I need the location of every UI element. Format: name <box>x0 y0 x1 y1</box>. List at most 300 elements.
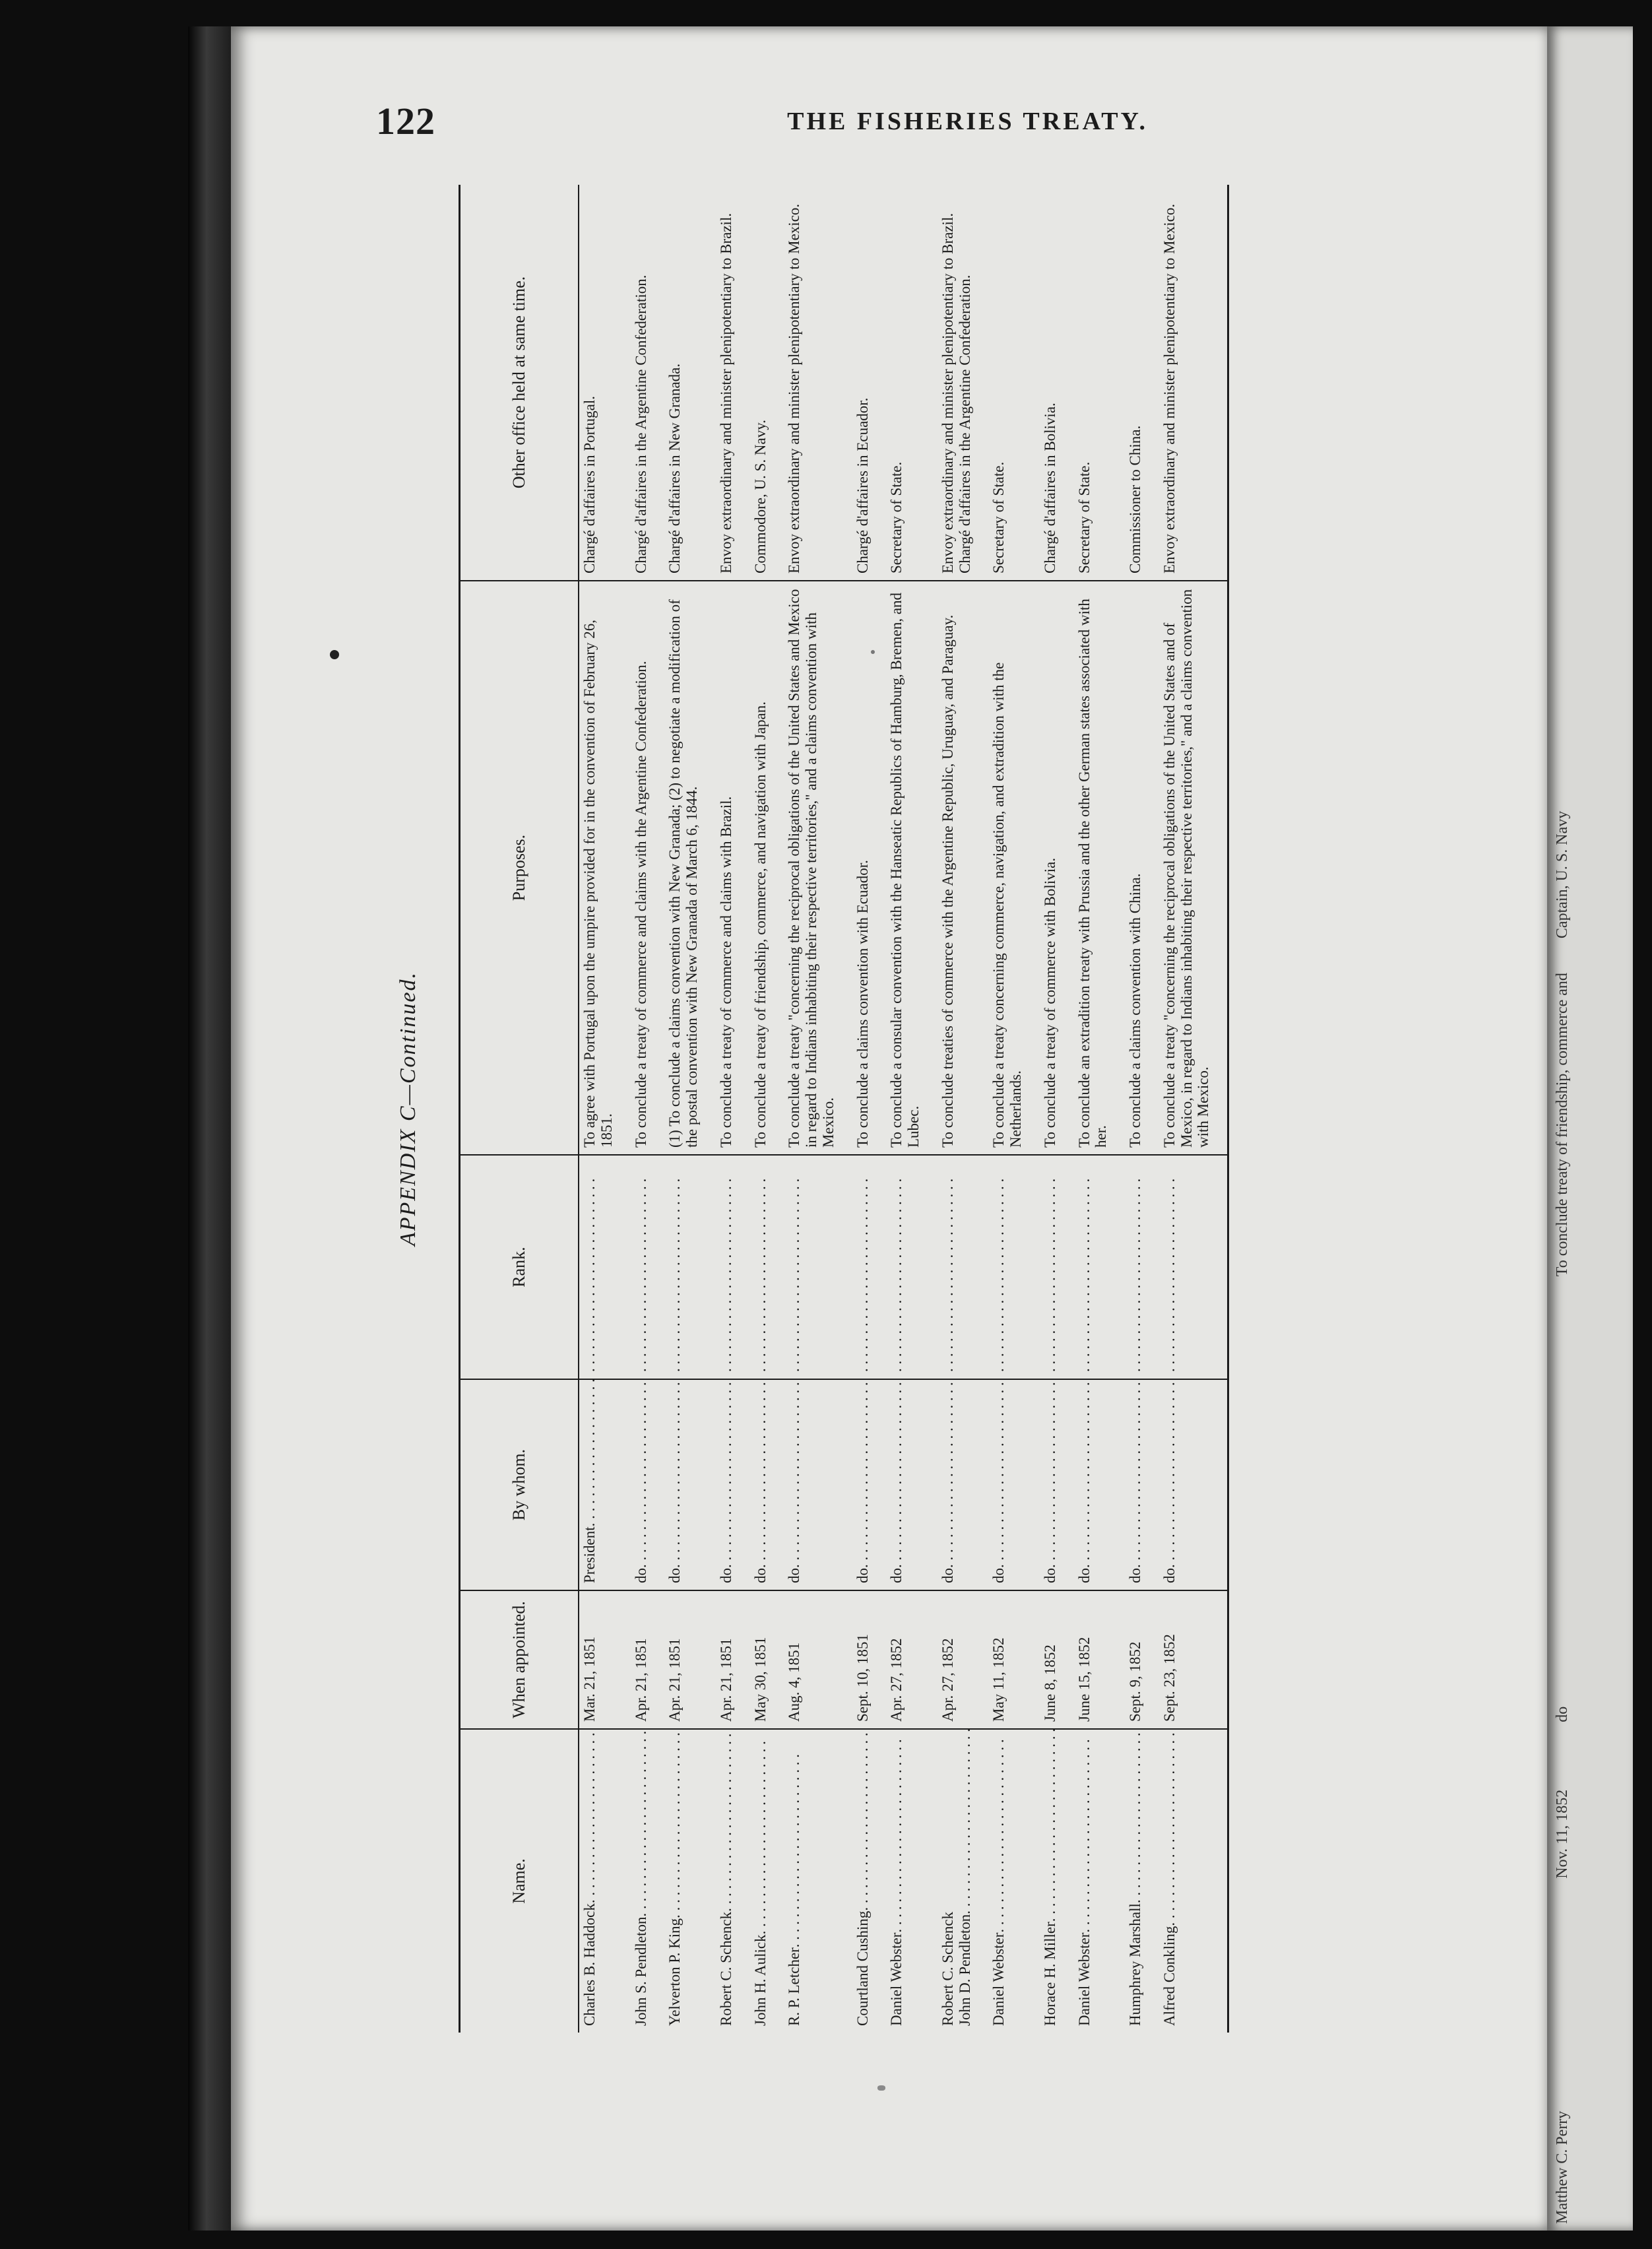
dot-leader <box>939 1379 957 1568</box>
row-spacer-cell <box>737 185 750 581</box>
row-spacer-cell <box>1146 1155 1159 1379</box>
row-spacer-cell <box>1214 1729 1228 2033</box>
row-when <box>750 1590 771 1729</box>
row-by-whom <box>750 1379 771 1590</box>
row-spacer-cell <box>975 581 988 1155</box>
row-name-text-second: John D. Pendleton <box>956 1914 973 2026</box>
row-spacer-cell <box>839 581 852 1155</box>
row-other-office <box>664 185 703 581</box>
col-header-rank: Rank. <box>460 1155 579 1379</box>
next-page-edge <box>1547 26 1633 2231</box>
row-spacer <box>737 185 750 2033</box>
row-name <box>664 1729 703 2033</box>
row-purpose <box>631 581 652 1155</box>
dot-leader <box>786 1749 803 1947</box>
row-spacer-cell <box>1214 1155 1228 1379</box>
row-when <box>852 1590 874 1729</box>
table-row <box>631 185 652 2033</box>
row-purpose-text: To conclude a treaty "concerning the reciprocal obligations of the United States and of Mexico, in regard to Indians inhabiting their respective territories," and a claims convention with Mexico. <box>1160 589 1212 1148</box>
row-spacer-cell <box>1061 1729 1074 2033</box>
row-spacer-cell <box>771 1729 784 2033</box>
row-other-office <box>1040 185 1061 581</box>
row-when-text: Sept. 10, 1851 <box>854 1634 871 1722</box>
row-other-office <box>937 185 976 581</box>
row-when <box>937 1590 976 1729</box>
row-rank <box>852 1155 874 1379</box>
row-other-office <box>784 185 839 581</box>
row-purpose-text: To conclude a claims convention with China. <box>1127 873 1143 1148</box>
row-rank <box>1040 1155 1061 1379</box>
row-rank <box>716 1155 737 1379</box>
row-spacer-cell <box>1112 185 1125 581</box>
table-row <box>1159 185 1214 2033</box>
row-purpose-text: To conclude a claims convention with Ecuador. <box>854 860 871 1148</box>
row-other-office <box>750 185 771 581</box>
row-other-office <box>852 185 874 581</box>
row-spacer-cell <box>975 185 988 581</box>
row-purpose <box>1040 581 1061 1155</box>
row-purpose-text: To conclude a treaty of commerce with Bolivia. <box>1041 857 1058 1148</box>
row-other-office <box>579 185 618 581</box>
dot-leader <box>1127 1174 1144 1372</box>
row-spacer <box>873 185 886 2033</box>
row-spacer-cell <box>651 185 664 581</box>
row-by-whom <box>1125 1379 1146 1590</box>
row-name-text: Daniel Webster <box>888 1932 905 2026</box>
row-spacer-cell <box>1214 185 1228 581</box>
dot-leader <box>718 1174 735 1372</box>
dot-leader <box>888 1379 905 1568</box>
row-spacer-cell <box>873 1155 886 1379</box>
row-purpose <box>852 581 874 1155</box>
row-spacer-cell <box>924 1155 937 1379</box>
table-row <box>1074 185 1112 2033</box>
row-when <box>664 1590 703 1729</box>
row-spacer-cell <box>873 1379 886 1590</box>
row-purpose <box>750 581 771 1155</box>
row-rank <box>937 1155 976 1379</box>
dot-leader <box>1127 1379 1144 1568</box>
row-name <box>1074 1729 1112 2033</box>
row-purpose-text: To conclude a treaty of friendship, commerce, and navigation with Japan. <box>751 701 769 1148</box>
dot-leader <box>752 1736 769 1934</box>
row-spacer-cell <box>1146 1729 1159 2033</box>
row-by-whom-text: do <box>666 1568 683 1583</box>
row-spacer-cell <box>839 1590 852 1729</box>
paper-mark <box>877 2085 885 2091</box>
row-name-text: Charles B. Haddock <box>581 1903 598 2026</box>
row-by-whom <box>716 1379 737 1590</box>
book-spine <box>188 26 234 2231</box>
row-by-whom <box>664 1379 703 1590</box>
row-spacer-cell <box>839 1729 852 2033</box>
row-spacer-cell <box>873 1590 886 1729</box>
row-when <box>1074 1590 1112 1729</box>
row-by-whom <box>852 1379 874 1590</box>
row-spacer-cell <box>1061 1379 1074 1590</box>
row-when-text: Apr. 27, 1852 <box>939 1638 956 1722</box>
row-when-text: May 11, 1852 <box>990 1637 1007 1722</box>
row-purpose-text: (1) To conclude a claims convention with New Granada; (2) to negotiate a modification of the postal convention with New Granada of March 6, 1844. <box>666 599 700 1148</box>
row-rank <box>664 1155 703 1379</box>
row-when-text: Mar. 21, 1851 <box>581 1636 598 1722</box>
row-other-office <box>631 185 652 581</box>
row-purpose-text: To conclude a treaty of commerce and claims with Brazil. <box>717 796 734 1148</box>
row-name-text: Daniel Webster <box>990 1932 1007 2026</box>
row-spacer-cell <box>1061 1155 1074 1379</box>
row-when-text: Apr. 21, 1851 <box>666 1638 683 1722</box>
row-spacer-cell <box>873 185 886 581</box>
dot-leader <box>990 1379 1007 1568</box>
row-purpose <box>1074 581 1112 1155</box>
row-spacer-cell <box>1027 1729 1040 2033</box>
row-spacer-cell <box>1214 581 1228 1155</box>
row-spacer-cell <box>1027 185 1040 581</box>
row-by-whom-text: do <box>1041 1568 1058 1583</box>
dot-leader <box>854 1379 872 1568</box>
row-spacer-cell <box>737 1379 750 1590</box>
row-spacer <box>703 185 716 2033</box>
table-row <box>852 185 874 2033</box>
dot-leader <box>1076 1174 1093 1372</box>
table-row <box>1040 185 1061 2033</box>
row-purpose <box>716 581 737 1155</box>
row-spacer-cell <box>737 581 750 1155</box>
row-other-office-text: Secretary of State. <box>1075 461 1093 573</box>
row-other-office-text: Chargé d'affaires in the Argentine Confederation. <box>632 275 649 573</box>
row-by-whom <box>886 1379 924 1590</box>
row-spacer-cell <box>618 1379 631 1590</box>
row-other-office <box>1125 185 1146 581</box>
col-header-purposes: Purposes. <box>460 581 579 1155</box>
row-spacer-cell <box>924 581 937 1155</box>
dot-leader <box>1161 1729 1178 1926</box>
dot-leader <box>666 1729 683 1918</box>
row-when <box>1040 1590 1061 1729</box>
row-rank <box>1074 1155 1112 1379</box>
row-name <box>1159 1729 1214 2033</box>
dot-leader <box>752 1174 769 1372</box>
row-spacer-cell <box>771 1590 784 1729</box>
row-spacer-cell <box>873 581 886 1155</box>
row-name-text: Daniel Webster <box>1075 1932 1093 2026</box>
next-page-by: do <box>1554 1706 1571 1722</box>
row-other-office-text-second: Chargé d'affaires in the Argentine Confederation. <box>956 275 973 573</box>
row-name-text: John H. Aulick <box>751 1934 769 2026</box>
row-when-text: June 8, 1852 <box>1041 1645 1058 1722</box>
row-when <box>988 1590 1027 1729</box>
dot-leader <box>581 1174 598 1372</box>
dot-leader <box>633 1379 650 1568</box>
row-purpose-text: To conclude an extradition treaty with Prussia and the other German states associated with her. <box>1075 599 1110 1148</box>
row-spacer-cell <box>1027 1590 1040 1729</box>
row-purpose-text: To conclude treaties of commerce with the Argentine Republic, Uruguay, and Paraguay. <box>939 614 956 1148</box>
row-spacer-cell <box>737 1155 750 1379</box>
dot-leader <box>957 1729 974 1914</box>
dot-leader <box>581 1379 598 1526</box>
dot-leader <box>854 1174 872 1372</box>
row-spacer-cell <box>618 1155 631 1379</box>
row-spacer-cell <box>618 581 631 1155</box>
row-when <box>716 1590 737 1729</box>
dot-leader <box>666 1174 683 1372</box>
row-by-whom-text: do <box>990 1568 1007 1583</box>
row-spacer-cell <box>618 1729 631 2033</box>
row-spacer-cell <box>1146 1379 1159 1590</box>
table-row <box>579 185 618 2033</box>
dot-leader <box>581 1729 598 1903</box>
dot-leader <box>1042 1174 1059 1372</box>
row-spacer-cell <box>771 1379 784 1590</box>
row-name-text: Robert C. Schenck <box>939 1911 956 2026</box>
row-other-office-text: Secretary of State. <box>990 461 1007 573</box>
row-spacer-cell <box>703 1729 716 2033</box>
dot-leader <box>633 1729 650 1917</box>
row-spacer-cell <box>924 185 937 581</box>
dot-leader <box>1161 1174 1178 1372</box>
row-spacer-cell <box>1146 185 1159 581</box>
row-spacer <box>1061 185 1074 2033</box>
row-spacer-cell <box>703 1590 716 1729</box>
row-spacer-cell <box>1112 1155 1125 1379</box>
row-when <box>579 1590 618 1729</box>
row-when <box>1125 1590 1146 1729</box>
table-row <box>886 185 924 2033</box>
row-other-office-text: Chargé d'affaires in Ecuador. <box>854 397 871 573</box>
row-purpose <box>784 581 839 1155</box>
row-by-whom-text: do <box>1075 1568 1093 1583</box>
row-spacer-cell <box>703 185 716 581</box>
col-header-name: Name. <box>460 1729 579 2033</box>
next-page-rotated-text <box>1554 46 1572 2224</box>
row-spacer-cell <box>924 1379 937 1590</box>
row-rank <box>1125 1155 1146 1379</box>
dot-leader <box>888 1174 905 1372</box>
row-name <box>937 1729 976 2033</box>
row-purpose <box>988 581 1027 1155</box>
row-name-text: John S. Pendleton <box>632 1916 649 2026</box>
row-purpose <box>579 581 618 1155</box>
row-name <box>750 1729 771 2033</box>
row-other-office <box>988 185 1027 581</box>
row-rank <box>784 1155 839 1379</box>
col-header-other-office: Other office held at same time. <box>460 185 579 581</box>
row-other-office <box>886 185 924 581</box>
dot-leader <box>990 1735 1007 1933</box>
row-name <box>579 1729 618 2033</box>
row-purpose <box>886 581 924 1155</box>
appendix-table <box>459 185 1229 2033</box>
row-spacer-cell <box>1061 185 1074 581</box>
row-spacer-cell <box>975 1729 988 2033</box>
row-spacer <box>1027 185 1040 2033</box>
row-name <box>784 1729 839 2033</box>
row-by-whom-text: do <box>1160 1568 1178 1583</box>
row-spacer <box>1214 185 1228 2033</box>
row-other-office-text: Envoy extraordinary and minister plenipotentiary to Brazil. <box>939 212 956 573</box>
row-spacer <box>771 185 784 2033</box>
row-spacer-cell <box>924 1729 937 2033</box>
row-name-text: Humphrey Marshall <box>1127 1903 1143 2026</box>
row-purpose-text: To agree with Portugal upon the umpire provided for in the convention of February 26, 1851. <box>581 619 615 1148</box>
row-when <box>631 1590 652 1729</box>
row-spacer-cell <box>1112 581 1125 1155</box>
row-spacer-cell <box>1146 1590 1159 1729</box>
row-when-text: Apr. 21, 1851 <box>632 1638 649 1722</box>
row-name <box>852 1729 874 2033</box>
row-spacer-cell <box>924 1590 937 1729</box>
row-spacer-cell <box>839 185 852 581</box>
row-spacer-cell <box>651 1590 664 1729</box>
row-by-whom-text: do <box>717 1568 734 1583</box>
page-number: 122 <box>376 100 435 143</box>
row-rank <box>1159 1155 1214 1379</box>
row-when-text: Sept. 9, 1852 <box>1127 1641 1143 1722</box>
row-name <box>716 1729 737 2033</box>
dot-leader <box>786 1174 803 1372</box>
row-purpose-text: To conclude a consular convention with the Hanseatic Republics of Hamburg, Bremen, and Lubec. <box>888 592 922 1148</box>
dot-leader <box>1042 1379 1059 1568</box>
row-by-whom-text: do <box>786 1568 803 1583</box>
row-other-office-text: Commissioner to China. <box>1127 425 1143 573</box>
row-name-text: Horace H. Miller <box>1041 1922 1058 2026</box>
row-spacer <box>924 185 937 2033</box>
next-page-purpose: To conclude treaty of friendship, commerce and <box>1554 973 1571 1277</box>
row-by-whom <box>579 1379 618 1590</box>
row-purpose-text: To conclude a treaty "concerning the reciprocal obligations of the United States and Mexico in regard to Indians inhabiting their respective territories," and a claims convention with Mexico. <box>786 589 837 1148</box>
dot-leader <box>1076 1735 1093 1933</box>
row-spacer <box>1146 185 1159 2033</box>
row-other-office-text: Envoy extraordinary and minister plenipotentiary to Mexico. <box>786 203 803 573</box>
row-when <box>1159 1590 1214 1729</box>
row-by-whom-text: do <box>888 1568 905 1583</box>
row-rank <box>750 1155 771 1379</box>
row-spacer-cell <box>1061 581 1074 1155</box>
row-purpose <box>937 581 976 1155</box>
row-spacer-cell <box>975 1379 988 1590</box>
row-rank <box>579 1155 618 1379</box>
row-purpose <box>1159 581 1214 1155</box>
dot-leader <box>888 1735 905 1933</box>
running-head <box>376 99 1148 152</box>
dot-leader <box>666 1379 683 1568</box>
row-when <box>784 1590 839 1729</box>
row-by-whom <box>1074 1379 1112 1590</box>
row-spacer-cell <box>1027 1379 1040 1590</box>
row-when-text: May 30, 1851 <box>751 1637 769 1722</box>
rotated-appendix-table <box>396 185 1399 2033</box>
row-by-whom-text: do <box>632 1568 649 1583</box>
dot-leader <box>633 1174 650 1372</box>
row-spacer-cell <box>618 185 631 581</box>
row-spacer-cell <box>839 1155 852 1379</box>
row-name-text: Robert C. Schenck <box>717 1911 734 2026</box>
row-spacer-cell <box>771 185 784 581</box>
row-other-office-text: Commodore, U. S. Navy. <box>751 420 769 573</box>
row-spacer-cell <box>703 1379 716 1590</box>
row-name <box>886 1729 924 2033</box>
running-title: THE FISHERIES TREATY. <box>787 108 1148 135</box>
dot-leader <box>752 1379 769 1568</box>
row-spacer-cell <box>618 1590 631 1729</box>
row-spacer-cell <box>651 1379 664 1590</box>
row-by-whom <box>631 1379 652 1590</box>
row-spacer <box>975 185 988 2033</box>
row-purpose <box>664 581 703 1155</box>
row-spacer-cell <box>651 1155 664 1379</box>
row-when-text: Apr. 27, 1852 <box>888 1638 905 1722</box>
table-row <box>1125 185 1146 2033</box>
dot-leader <box>990 1174 1007 1372</box>
row-spacer-cell <box>737 1590 750 1729</box>
dot-leader <box>1042 1729 1059 1922</box>
row-spacer-cell <box>1112 1590 1125 1729</box>
row-by-whom <box>784 1379 839 1590</box>
row-spacer-cell <box>703 581 716 1155</box>
row-by-whom <box>937 1379 976 1590</box>
row-when-text: Sept. 23, 1852 <box>1160 1634 1178 1722</box>
row-name <box>988 1729 1027 2033</box>
row-by-whom-text: President <box>581 1526 598 1583</box>
row-spacer-cell <box>1112 1379 1125 1590</box>
row-spacer <box>618 185 631 2033</box>
row-name-text: R. P. Letcher <box>786 1947 803 2026</box>
dot-leader <box>1127 1729 1144 1903</box>
dot-leader <box>1161 1379 1178 1568</box>
table-row <box>716 185 737 2033</box>
row-spacer-cell <box>1146 581 1159 1155</box>
row-spacer-cell <box>1214 1590 1228 1729</box>
row-by-whom-text: do <box>939 1568 956 1583</box>
row-other-office-text: Chargé d'affaires in New Granada. <box>666 363 683 573</box>
row-spacer-cell <box>771 581 784 1155</box>
row-other-office <box>1159 185 1214 581</box>
dot-leader <box>1076 1379 1093 1568</box>
col-header-when: When appointed. <box>460 1590 579 1729</box>
row-name <box>1125 1729 1146 2033</box>
row-spacer-cell <box>1027 1155 1040 1379</box>
row-purpose-text: To conclude a treaty of commerce and claims with the Argentine Confederation. <box>632 661 649 1148</box>
row-when-text: Apr. 21, 1851 <box>717 1638 734 1722</box>
next-page-office: Captain, U. S. Navy <box>1554 810 1571 939</box>
row-spacer-cell <box>737 1729 750 2033</box>
col-header-by-whom: By whom. <box>460 1379 579 1590</box>
row-by-whom <box>1159 1379 1214 1590</box>
dot-leader <box>718 1729 735 1912</box>
next-page-name: Matthew C. Perry <box>1554 2110 1571 2224</box>
row-spacer-cell <box>771 1155 784 1379</box>
row-spacer-cell <box>975 1155 988 1379</box>
row-by-whom <box>988 1379 1027 1590</box>
row-by-whom-text: do <box>1127 1568 1143 1583</box>
row-when-text: Aug. 4, 1851 <box>786 1642 803 1722</box>
row-purpose <box>1125 581 1146 1155</box>
appendix-title: APPENDIX C—Continued. <box>396 971 420 1246</box>
table-row <box>750 185 771 2033</box>
row-by-whom-text: do <box>751 1568 769 1583</box>
row-spacer-cell <box>1214 1379 1228 1590</box>
row-spacer-cell <box>703 1155 716 1379</box>
row-by-whom <box>1040 1379 1061 1590</box>
row-name-text: Courtland Cushing <box>854 1910 871 2026</box>
row-other-office-text: Secretary of State. <box>888 461 905 573</box>
table-header-row <box>460 185 579 2033</box>
row-spacer-cell <box>839 1379 852 1590</box>
row-spacer <box>1112 185 1125 2033</box>
row-name-text: Alfred Conkling <box>1160 1926 1178 2026</box>
row-spacer-cell <box>651 581 664 1155</box>
table-row <box>937 185 976 2033</box>
